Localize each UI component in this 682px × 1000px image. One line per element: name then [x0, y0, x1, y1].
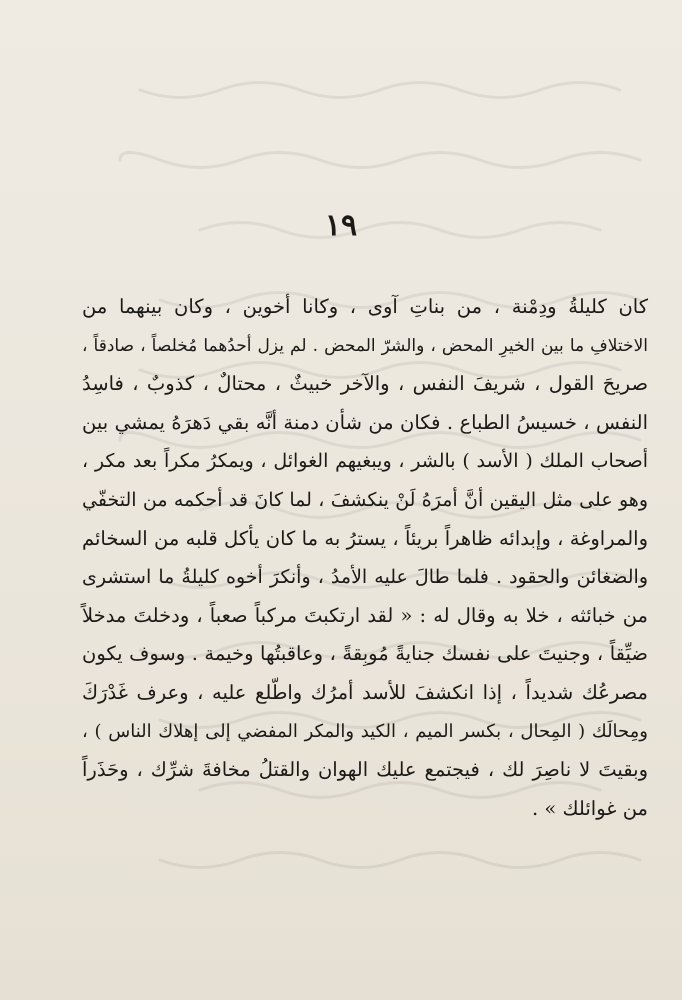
text-line: من خبائثه ، خلا به وقال له : « لقد ارتكبتَ مركباً صعباً ، ودخلتَ مدخلاً — [82, 603, 648, 627]
text-line: ضيِّقاً ، وجنيتَ على نفسك جنايةً مُوبِقةً ، وعاقبتُها وخيمة . وسوف يكون — [82, 642, 648, 666]
page-number: ١٩ — [324, 208, 358, 243]
text-line: كان كليلةُ ودِمْنة ، من بناتِ آوى ، وكانا أخوين ، وكان بينهما من — [82, 295, 648, 318]
text-line: ومِحالَك ( المِحال ، بكسر الميم ، الكيد والمكر المفضي إلى إهلاك الناس ) ، — [82, 720, 648, 742]
text-line: وهو على مثل اليقين أنَّ أمرَهُ لَنْ ينكشفَ ، لما كانَ قد أحكمه من التخفّي — [82, 488, 648, 511]
text-line: والمراوغة ، وإبدائه ظاهراً بريئاً ، يسترُ به ما كان يأكل قلبه من السخائم — [82, 526, 648, 550]
text-line: مصرعُك شديداً ، إذا انكشفَ للأسد أمرُك واطّلع عليه ، وعرف غَدْرَكَ — [82, 680, 648, 704]
text-line: أصحاب الملك ( الأسد ) بالشر ، ويبغيهم الغوائل ، ويمكرُ مكراً بعد مكر ، — [82, 450, 648, 473]
body-text — [82, 288, 648, 828]
text-line: الاختلافِ ما بين الخيرِ المحض ، والشرّ المحض . لم يزل أحدُهما مُخلصاً ، صادقاً ، — [82, 335, 648, 356]
text-line: صريحَ القول ، شريفَ النفس ، والآخر خبيثٌ ، محتالٌ ، كذوبٌ ، فاسِدُ — [82, 372, 648, 396]
text-line: والضغائن والحقود . فلما طالَ عليه الأمدُ ، وأنكرَ أخوه كليلةُ ما استشرى — [82, 566, 648, 589]
text-line-final: من غوائلك » . — [531, 796, 648, 820]
text-line: النفس ، خسيسُ الطباع . فكان من شأن دمنة أنَّه بقي دَهرَهُ يمشي بين — [82, 410, 648, 434]
text-line: وبقيتَ لا ناصِرَ لك ، فيجتمع عليك الهوان والقتلُ مخافةَ شرِّك ، وحَذَراً — [82, 758, 648, 782]
